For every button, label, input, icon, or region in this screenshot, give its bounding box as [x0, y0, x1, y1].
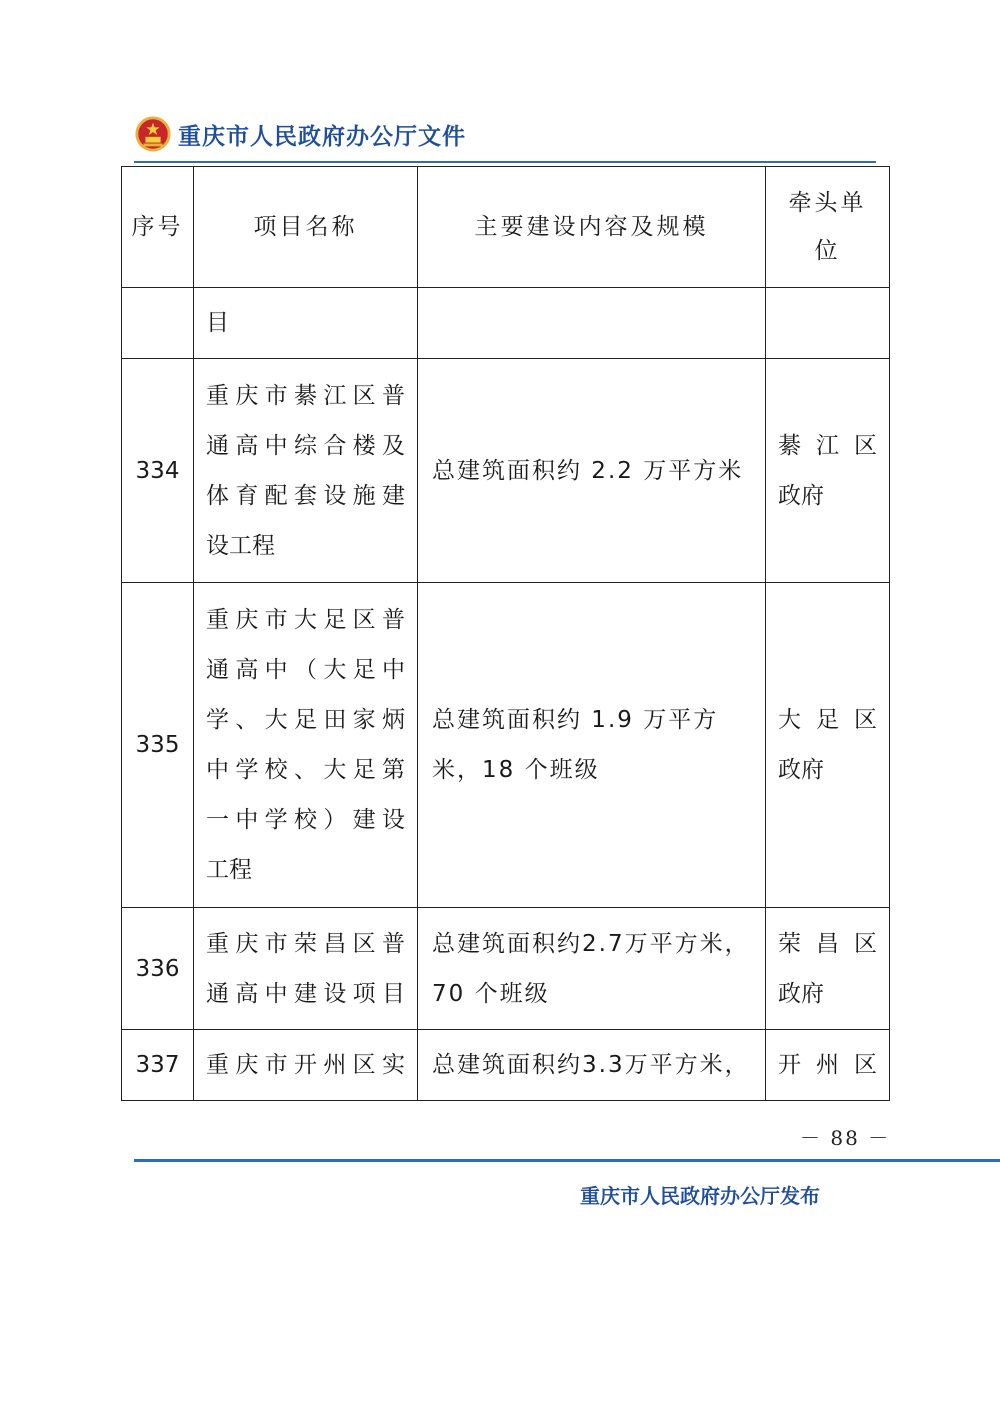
- table-row: [122, 583, 890, 908]
- lead-unit-line: 开州区: [778, 1052, 877, 1078]
- lead-unit-line: 政府: [778, 757, 824, 783]
- lead-unit: [766, 288, 890, 359]
- column-header-unit: [766, 167, 890, 288]
- project-content-line: 总建筑面积约2.7万平方米，: [432, 930, 750, 957]
- project-content-line: 总建筑面积约 1.9 万平方: [432, 707, 719, 733]
- project-content: [418, 908, 766, 1030]
- lead-unit-line: 大足区: [778, 707, 877, 733]
- table-row: [122, 359, 890, 583]
- project-name: [194, 288, 418, 359]
- column-header-no: 序号: [122, 167, 194, 288]
- national-emblem-icon: [134, 115, 172, 153]
- project-name-line: 重庆市荣昌区普: [206, 930, 405, 957]
- project-name: [194, 359, 418, 583]
- table-row: [122, 908, 890, 1030]
- header-rule: [134, 161, 876, 163]
- column-header-name: 项目名称: [194, 167, 418, 288]
- row-number: [122, 288, 194, 359]
- project-content-line: 70 个班级: [432, 980, 550, 1007]
- project-content: [418, 1030, 766, 1101]
- row-number: 337: [122, 1030, 194, 1101]
- lead-unit: [766, 1030, 890, 1101]
- project-name-line: 重庆市大足区普: [206, 607, 405, 633]
- lead-unit-line: 荣昌区: [778, 930, 877, 957]
- column-header-content: 主要建设内容及规模: [418, 167, 766, 288]
- column-header-unit-line: 牵头单: [788, 190, 867, 216]
- project-name-line: 工程: [206, 857, 252, 883]
- project-table: [121, 166, 890, 1101]
- lead-unit: [766, 583, 890, 908]
- project-content-line: 总建筑面积约3.3万平方米，: [432, 1052, 750, 1078]
- project-name-line: 一中学校）建设: [206, 807, 405, 833]
- project-name-line: 通高中综合楼及: [206, 432, 405, 459]
- project-name-line: 目: [206, 310, 229, 336]
- table-header-row: [122, 167, 890, 288]
- row-number: 336: [122, 908, 194, 1030]
- project-name-line: 体育配套设施建: [206, 482, 405, 509]
- project-name-line: 通高中（大足中: [206, 657, 405, 683]
- row-number: 334: [122, 359, 194, 583]
- project-name: [194, 583, 418, 908]
- project-content: [418, 583, 766, 908]
- project-content: [418, 359, 766, 583]
- footer-publisher: 重庆市人民政府办公厅发布: [580, 1184, 820, 1208]
- project-content-line: 米，18 个班级: [432, 757, 600, 783]
- project-name-line: 重庆市綦江区普: [206, 382, 405, 409]
- project-name-line: 中学校、大足第: [206, 757, 405, 783]
- table-row: [122, 288, 890, 359]
- lead-unit: [766, 359, 890, 583]
- column-header-unit-line: 位: [814, 238, 841, 264]
- project-name-line: 重庆市开州区实: [206, 1052, 405, 1078]
- document-header: [134, 112, 466, 156]
- project-name-line: 学、大足田家炳: [206, 707, 405, 733]
- row-number: 335: [122, 583, 194, 908]
- lead-unit: [766, 908, 890, 1030]
- page-number: － 88 －: [800, 1126, 891, 1150]
- project-name: [194, 1030, 418, 1101]
- lead-unit-line: 政府: [778, 980, 824, 1007]
- lead-unit-line: 綦江区: [778, 432, 877, 459]
- table-row: [122, 1030, 890, 1101]
- project-content-line: 总建筑面积约 2.2 万平方米: [432, 457, 744, 484]
- project-name-line: 设工程: [206, 532, 275, 559]
- footer-rule: [134, 1159, 1000, 1162]
- header-title: 重庆市人民政府办公厅文件: [178, 122, 466, 150]
- project-name-line: 通高中建设项目: [206, 980, 405, 1007]
- lead-unit-line: 政府: [778, 482, 824, 509]
- project-content: [418, 288, 766, 359]
- project-name: [194, 908, 418, 1030]
